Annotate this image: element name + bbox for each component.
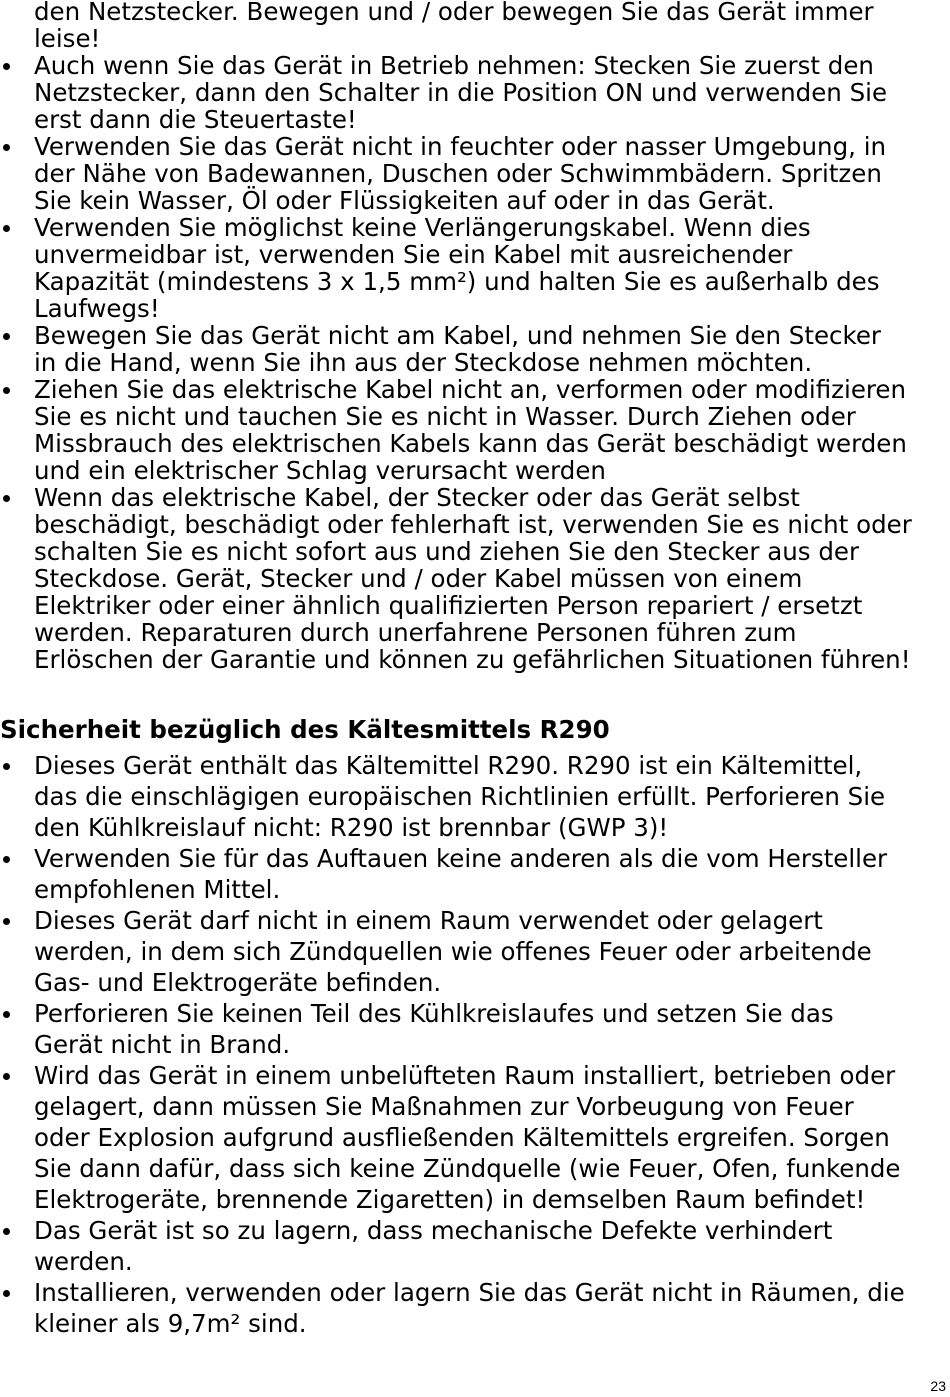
list-item (0, 905, 950, 998)
text-line: Laufwegs! (34, 294, 160, 323)
list-item (0, 1277, 950, 1339)
list-item (0, 843, 950, 905)
text-line: Perforieren Sie keinen Teil des Kühlkreislaufes und setzen Sie das (34, 999, 834, 1028)
text-line: Wird das Gerät in einem unbelüfteten Raum installiert, betrieben oder (34, 1061, 896, 1090)
text-line: Wenn das elektrische Kabel, der Stecker oder das Gerät selbst (34, 483, 800, 512)
list-item (0, 484, 950, 673)
text-line: gelagert, dann müssen Sie Maßnahmen zur Vorbeugung von Feuer (34, 1092, 854, 1121)
text-line: Sie dann dafür, dass sich keine Zündquelle (wie Feuer, Ofen, funkende (34, 1154, 901, 1183)
list-item (0, 1215, 950, 1277)
text-line: Elektriker oder einer ähnlich qualifizierten Person repariert / ersetzt (34, 591, 863, 620)
text-line: leise! (34, 24, 101, 53)
list-item (0, 322, 950, 376)
text-line: beschädigt, beschädigt oder fehlerhaft ist, verwenden Sie es nicht oder (34, 510, 912, 539)
text-line: Netzstecker, dann den Schalter in die Position ON und verwenden Sie (34, 78, 888, 107)
text-line: Erlöschen der Garantie und können zu gefährlichen Situationen führen! (34, 645, 911, 674)
text-line: Elektrogeräte, brennende Zigaretten) in demselben Raum befindet! (34, 1185, 866, 1214)
text-line: Das Gerät ist so zu lagern, dass mechanische Defekte verhindert (34, 1216, 833, 1245)
text-line: Auch wenn Sie das Gerät in Betrieb nehmen: Stecken Sie zuerst den (34, 51, 874, 80)
text-line: werden. (34, 1247, 133, 1276)
list-item (0, 1060, 950, 1215)
list-item (0, 133, 950, 214)
text-line: den Kühlkreislauf nicht: R290 ist brennbar (GWP 3)! (34, 813, 669, 842)
list-item (0, 214, 950, 322)
text-line: werden, in dem sich Zündquellen wie offenes Feuer oder arbeitende (34, 937, 872, 966)
text-line: Sie kein Wasser, Öl oder Flüssigkeiten auf oder in das Gerät. (34, 186, 775, 215)
text-line: den Netzstecker. Bewegen und / oder bewegen Sie das Gerät immer (34, 0, 874, 26)
text-line: kleiner als 9,7m² sind. (34, 1309, 307, 1338)
text-line: Steckdose. Gerät, Stecker und / oder Kabel müssen von einem (34, 564, 803, 593)
section-heading: Sicherheit bezüglich des Kältesmittels R290 (0, 715, 610, 744)
text-line: Gas- und Elektrogeräte befinden. (34, 968, 442, 997)
text-line: Missbrauch des elektrischen Kabels kann das Gerät beschädigt werden (34, 429, 907, 458)
text-line: der Nähe von Badewannen, Duschen oder Schwimmbädern. Spritzen (34, 159, 882, 188)
text-line: erst dann die Steuertaste! (34, 105, 357, 134)
text-line: empfohlenen Mittel. (34, 875, 281, 904)
text-line: Ziehen Sie das elektrische Kabel nicht an, verformen oder modifizieren (34, 375, 907, 404)
page-number: 23 (930, 1378, 946, 1394)
text-line: Gerät nicht in Brand. (34, 1030, 291, 1059)
list-item (0, 750, 950, 843)
electrical-safety-list (0, 52, 950, 673)
list-item (0, 52, 950, 133)
text-line: Dieses Gerät darf nicht in einem Raum verwendet oder gelagert (34, 906, 823, 935)
text-line: oder Explosion aufgrund ausfließenden Kältemittels ergreifen. Sorgen (34, 1123, 890, 1152)
text-line: Verwenden Sie für das Auftauen keine anderen als die vom Hersteller (34, 844, 888, 873)
text-line: Kapazität (mindestens 3 x 1,5 mm²) und halten Sie es außerhalb des (34, 267, 880, 296)
text-line: Bewegen Sie das Gerät nicht am Kabel, und nehmen Sie den Stecker (34, 321, 881, 350)
text-line: unvermeidbar ist, verwenden Sie ein Kabel mit ausreichender (34, 240, 793, 269)
refrigerant-safety-list (0, 750, 950, 1339)
text-line: Dieses Gerät enthält das Kältemittel R290. R290 ist ein Kältemittel, (34, 751, 863, 780)
text-line: werden. Reparaturen durch unerfahrene Personen führen zum (34, 618, 797, 647)
text-line: Verwenden Sie das Gerät nicht in feuchter oder nasser Umgebung, in (34, 132, 887, 161)
text-line: schalten Sie es nicht sofort aus und ziehen Sie den Stecker aus der (34, 537, 860, 566)
continuation-paragraph (34, 0, 946, 52)
text-line: in die Hand, wenn Sie ihn aus der Steckdose nehmen möchten. (34, 348, 813, 377)
text-line: und ein elektrischer Schlag verursacht werden (34, 456, 606, 485)
text-line: Sie es nicht und tauchen Sie es nicht in Wasser. Durch Ziehen oder (34, 402, 856, 431)
text-line: Verwenden Sie möglichst keine Verlängerungskabel. Wenn dies (34, 213, 811, 242)
list-item (0, 998, 950, 1060)
list-item (0, 376, 950, 484)
text-line: das die einschlägigen europäischen Richtlinien erfüllt. Perforieren Sie (34, 782, 886, 811)
text-line: Installieren, verwenden oder lagern Sie das Gerät nicht in Räumen, die (34, 1278, 905, 1307)
